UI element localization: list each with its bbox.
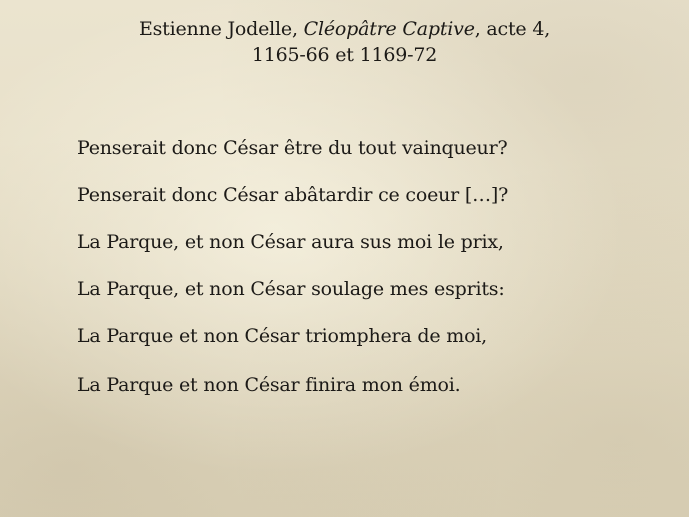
verse-line-6: La Parque et non César finira mon émoi.: [77, 374, 461, 396]
verse-line-3: La Parque, et non César aura sus moi le prix,: [77, 231, 504, 253]
slide-title: [0, 16, 689, 68]
title-line-2: 1165-66 et 1169-72: [251, 44, 438, 66]
title-author: Estienne Jodelle,: [138, 18, 298, 40]
title-work: Cléopâtre Captive: [303, 18, 475, 40]
verse-line-2: Penserait donc César abâtardir ce coeur […]?: [77, 184, 509, 206]
title-act: , acte 4,: [474, 18, 551, 40]
verse-line-4: La Parque, et non César soulage mes esprits:: [77, 278, 505, 300]
verse-line-5: La Parque et non César triomphera de moi,: [77, 325, 488, 347]
verse-list: [77, 136, 677, 420]
title-line-1: [0, 16, 689, 42]
verse-line-1: Penserait donc César être du tout vainqueur?: [77, 137, 508, 159]
